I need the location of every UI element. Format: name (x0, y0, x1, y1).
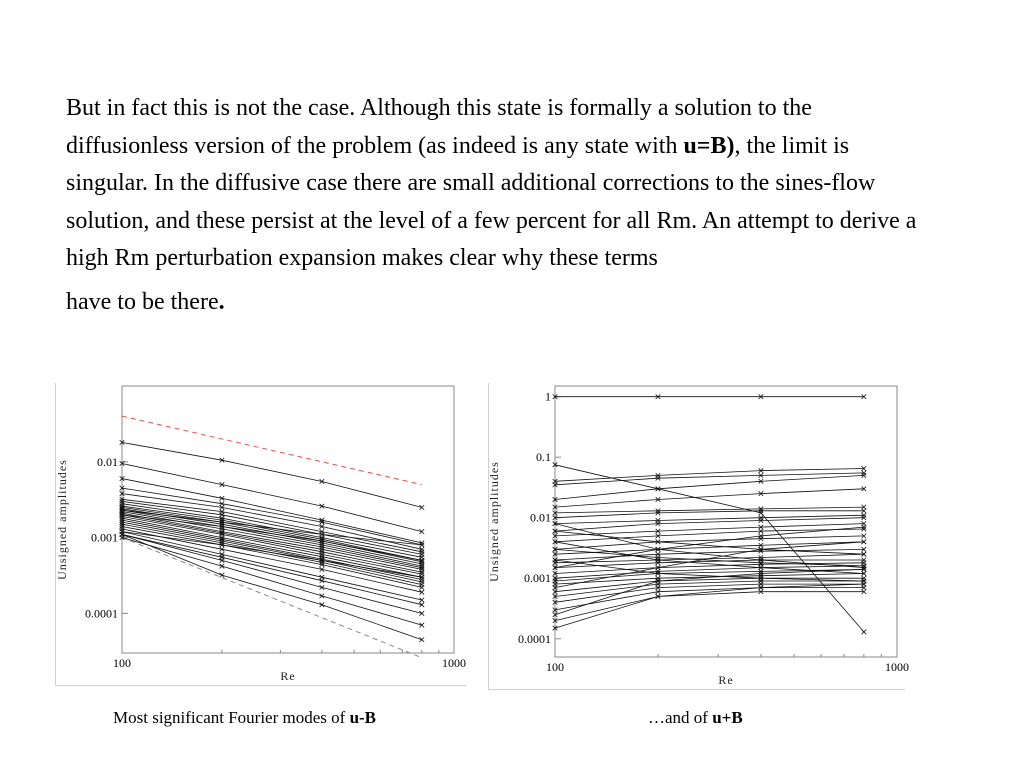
left-point-0-3 (420, 505, 425, 510)
left-point-29-2 (320, 602, 325, 607)
left-yaxis-title: Unsigned amplitudes (55, 459, 69, 580)
left-ytick-label-1: 0.001 (91, 530, 118, 545)
left-point-29-3 (420, 637, 425, 642)
left-xaxis-title: Re (280, 669, 296, 683)
left-ytick-label-0: 0.0001 (85, 606, 118, 621)
left-ytick-label-2: 0.01 (97, 454, 118, 469)
right-series-line-2 (555, 469, 864, 482)
caption-right-text: …and of (648, 708, 713, 727)
left-series-line-24 (122, 534, 422, 613)
right-ytick-label-0: 0.0001 (518, 631, 551, 646)
right-ytick-label-2: 0.01 (530, 510, 551, 525)
left-series-line-3 (122, 488, 422, 545)
right-yaxis-title: Unsigned amplitudes (487, 461, 501, 582)
right-point-1-3 (862, 630, 867, 635)
right-xtick-label-1: 1000 (885, 660, 909, 674)
left-series-line-17 (122, 520, 422, 579)
left-xtick-label-1: 1000 (442, 656, 466, 670)
paragraph-bold-uB: u=B) (683, 132, 735, 159)
left-point-25-2 (320, 594, 325, 599)
chart-left-svg (56, 383, 466, 685)
chart-right (487, 383, 909, 690)
right-xaxis-title: Re (718, 673, 734, 687)
left-plot-frame (122, 386, 454, 653)
caption-left-bold: u-B (349, 708, 377, 727)
left-series-line-14 (122, 515, 422, 572)
left-point-29-1 (220, 573, 225, 578)
left-reference-line-1 (122, 538, 422, 658)
paragraph-text-2: , the limit is singular. In the diffusive case there are small additional corrections to the sines-flow solution, and these persist at the level of a few percent for all Rm. An attempt to derive a high Rm perturbation expansion makes clear why these terms (66, 132, 917, 271)
left-point-25-1 (220, 564, 225, 569)
left-series-line-16 (122, 518, 422, 577)
left-xtick-label-0: 100 (113, 656, 131, 670)
left-point-23-3 (420, 602, 425, 607)
right-series-line-1 (555, 465, 864, 632)
chart-right-svg (487, 383, 909, 689)
chart-left (55, 383, 466, 686)
paragraph-text-1: But in fact this is not the case. Although this state is formally a solution to the diffusionless version of the problem (as indeed is any state with (66, 95, 812, 159)
caption-left (113, 708, 376, 728)
right-ytick-label-1: 0.001 (524, 571, 551, 586)
caption-left-text: Most significant Fourier modes of (113, 708, 350, 727)
right-ytick-label-4: 1 (545, 389, 551, 404)
right-xtick-label-0: 100 (546, 660, 564, 674)
caption-right (648, 708, 743, 728)
body-paragraph (66, 90, 926, 321)
right-series-line-5 (555, 489, 864, 507)
left-series-line-0 (122, 442, 422, 507)
paragraph-period: . (218, 288, 225, 315)
right-ytick-label-3: 0.1 (536, 450, 551, 465)
paragraph-last-line: have to be there (66, 288, 219, 315)
left-point-25-3 (420, 623, 425, 628)
caption-right-bold: u+B (712, 708, 743, 727)
